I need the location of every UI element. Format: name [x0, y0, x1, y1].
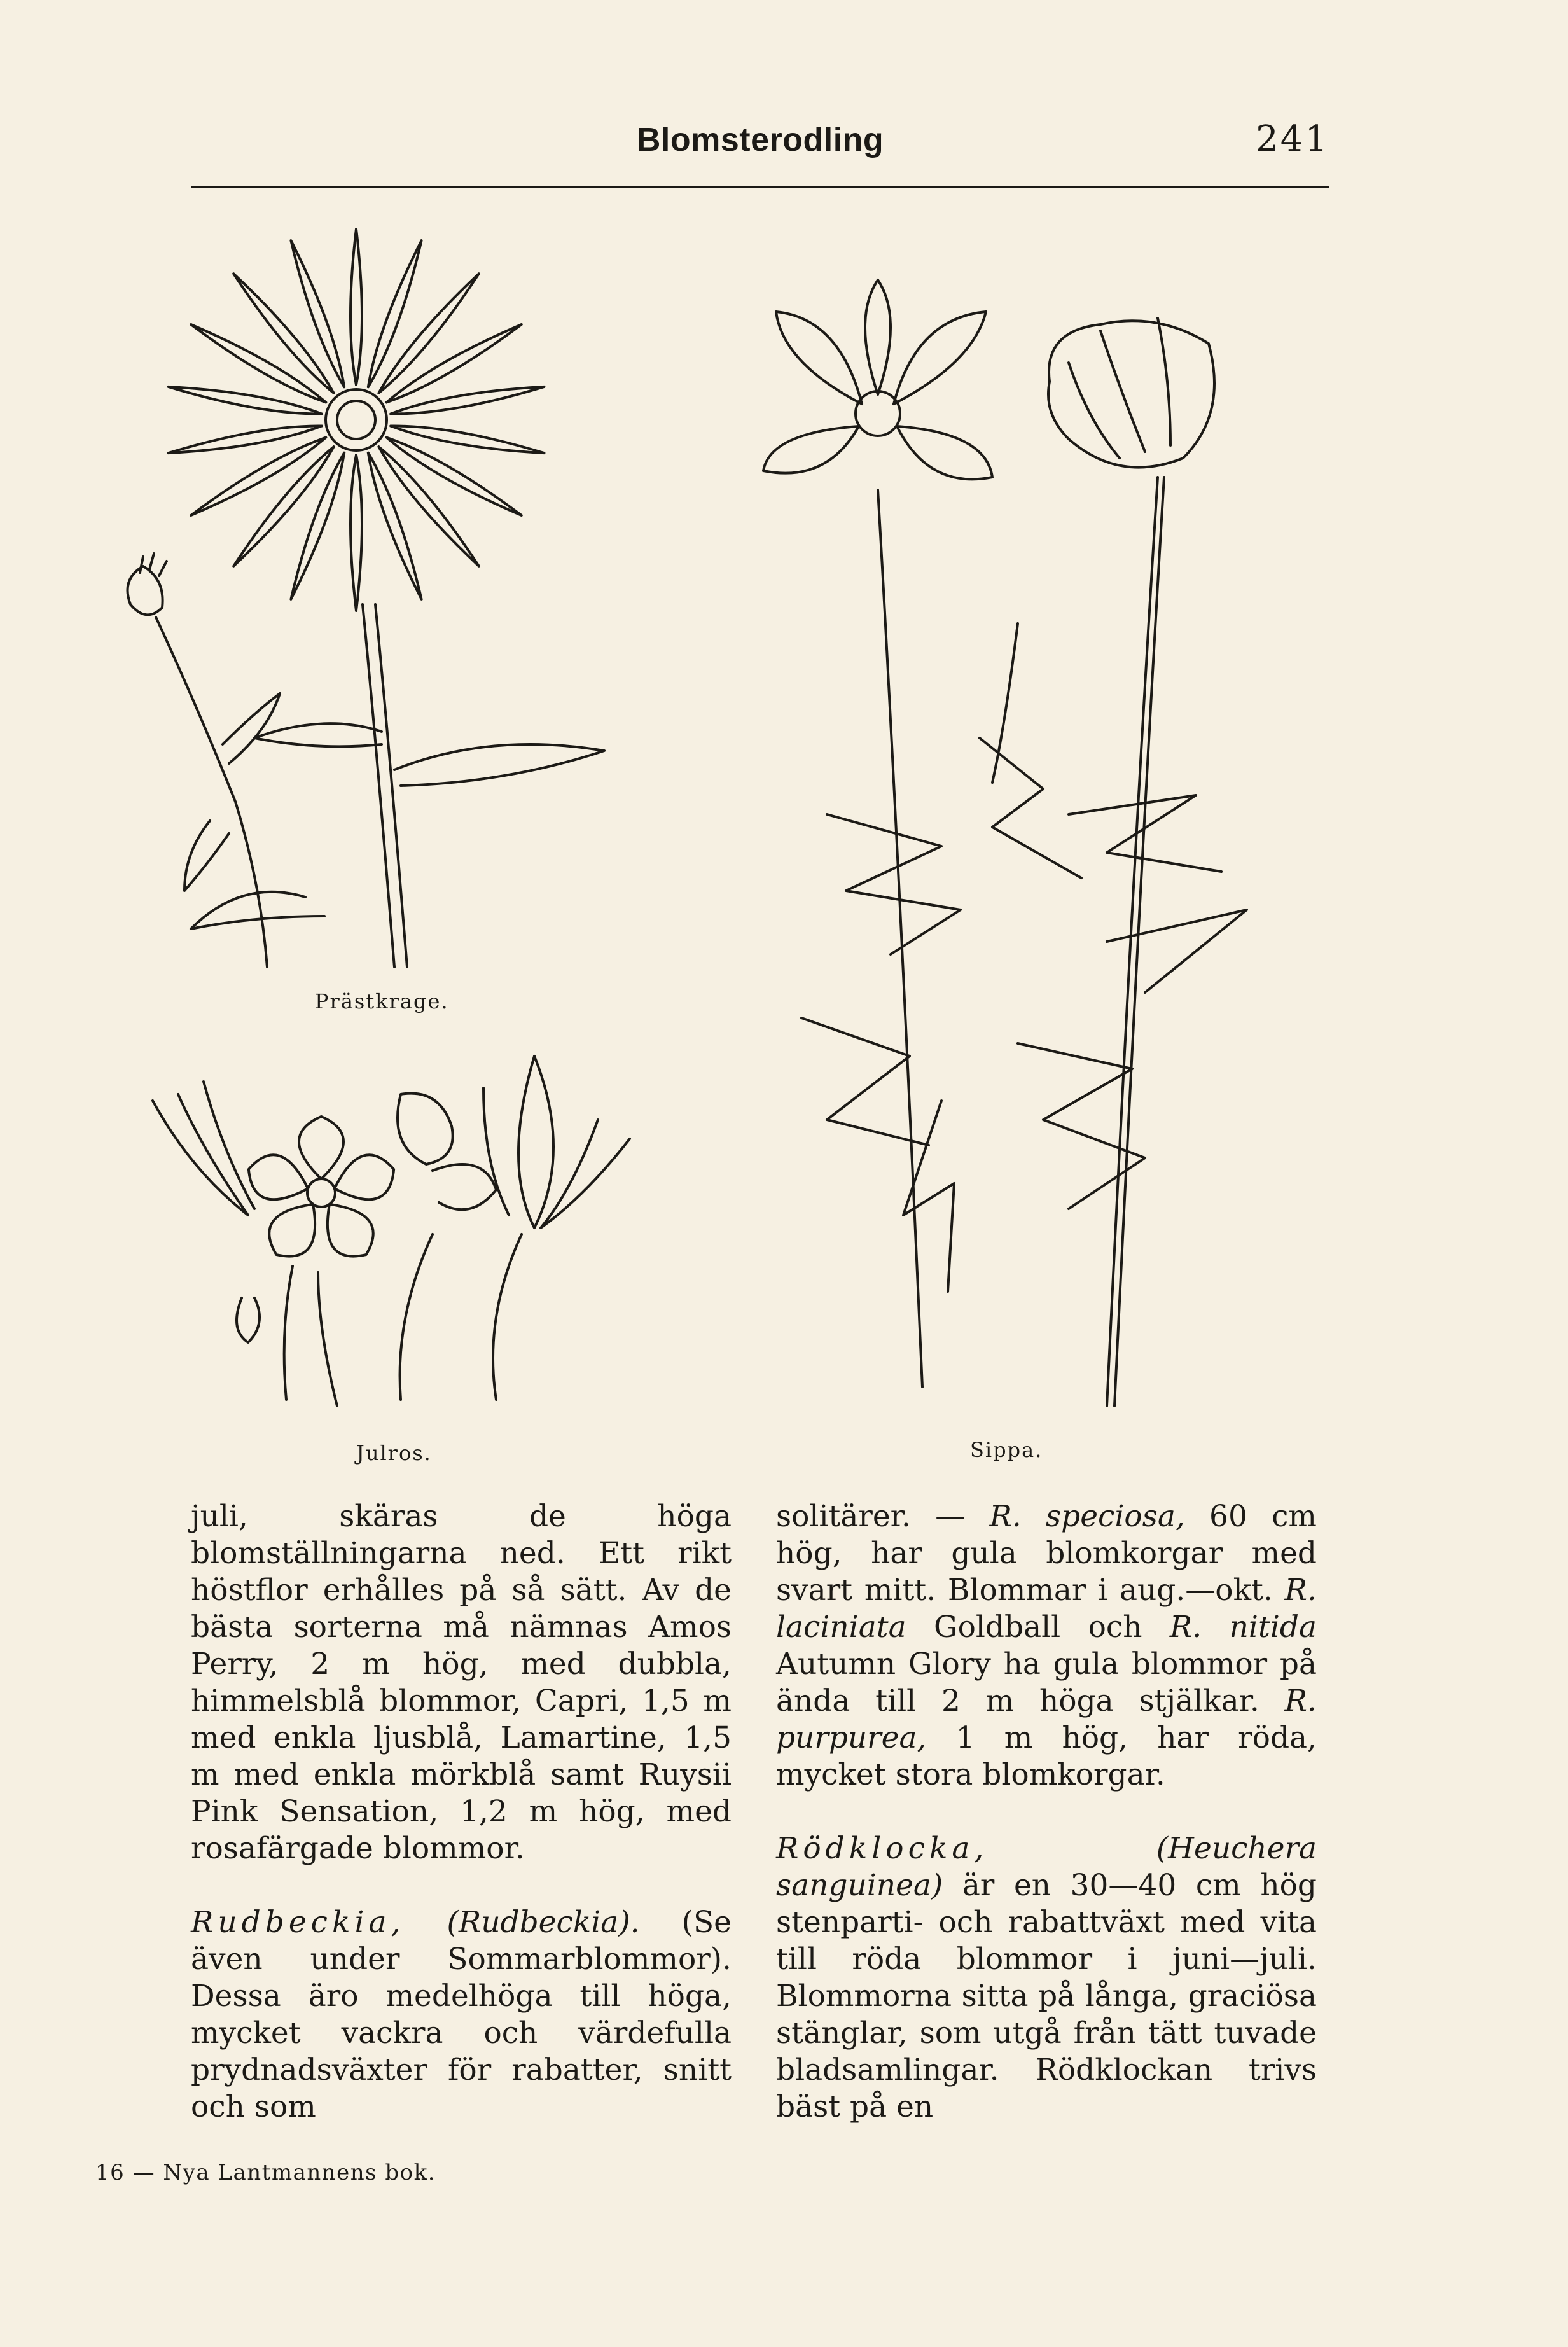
anemone-drawing — [751, 242, 1259, 1425]
julros-caption: Julros. — [356, 1441, 432, 1465]
signature-footer: 16 — Nya Lantmannens bok. — [95, 2160, 436, 2185]
daisy-drawing — [95, 210, 700, 992]
page-number: 241 — [1256, 118, 1329, 160]
sippa-caption: Sippa. — [970, 1438, 1043, 1462]
rudbeckia-description: (Se även under Sommarblommor). Dessa äro medelhöga till höga, mycket vackra och värdefulla prydnadsväxter för rabatter, snitt och som — [191, 1905, 732, 2124]
sippa-illustration — [751, 242, 1259, 1462]
left-column — [191, 1498, 732, 2126]
right-paragraph-2 — [776, 1830, 1317, 2126]
latin-name-rudbeckia: (Rudbeckia). — [447, 1905, 640, 1940]
text-run: Autumn Glory ha gula blommor på ända till 2 m höga stjälkar. — [776, 1647, 1317, 1718]
text-run: 60 cm hög, har gula blomkorgar med svart mitt. Blommar i aug.—okt. — [776, 1499, 1317, 1608]
text-run: solitärer. — — [776, 1499, 990, 1534]
species-nitida: R. nitida — [1169, 1610, 1317, 1645]
right-column — [776, 1498, 1317, 2126]
text-run: Goldball och — [906, 1610, 1170, 1645]
species-purpurea: R. purpurea, — [776, 1683, 1317, 1755]
left-paragraph-1: juli, skäras de höga blomställningarna ned. Ett rikt höstflor erhålles på så sätt. Av de bästa sorterna må nämnas Amos Perry, 2 m hög, med dubbla, himmelsblå blommor, Capri, 1,5 m med enkla ljusblå, Lamartine, 1,5 m med enkla mörkblå samt Ruysii Pink Sensation, 1,2 m hög, med rosafärgade blommor. — [191, 1499, 732, 1866]
running-title: Blomsterodling — [636, 122, 884, 158]
christmas-rose-drawing — [127, 1024, 700, 1412]
entry-term-rodklocka: Rödklocka, — [776, 1831, 989, 1866]
species-speciosa: R. speciosa, — [989, 1499, 1185, 1534]
julros-illustration — [127, 1024, 700, 1465]
text-run: 1 m hög, har röda, mycket stora blomkorgar. — [776, 1720, 1317, 1792]
entry-term-rudbeckia: Rudbeckia, — [191, 1905, 405, 1940]
rodklocka-description: är en 30—40 cm hög stenparti- och rabattväxt med vita till röda blommor i juni—juli. Blommorna sitta på långa, graciösa stänglar, som utgå från tätt tuvade bladsamlingar. Rödklockan trivs bäst på en — [776, 1868, 1317, 2124]
left-paragraph-2 — [191, 1904, 732, 2126]
prastkrage-illustration — [95, 210, 700, 1013]
running-head — [191, 118, 1329, 191]
prastkrage-caption: Prästkrage. — [315, 989, 449, 1013]
right-paragraph-1 — [776, 1498, 1317, 1793]
header-rule — [191, 186, 1329, 188]
species-laciniata: R. laciniata — [776, 1573, 1317, 1645]
latin-name-heuchera: (Heuchera sanguinea) — [776, 1831, 1317, 1903]
